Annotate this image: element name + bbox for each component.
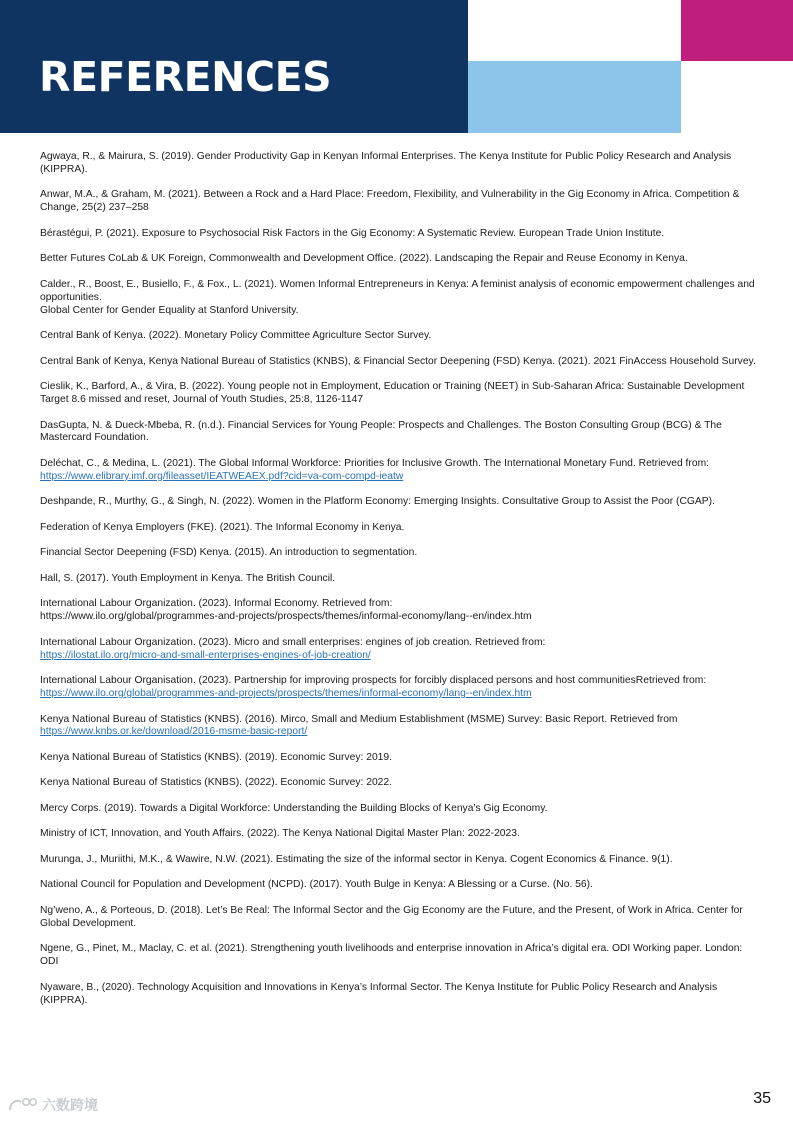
reference-link[interactable]: https://www.elibrary.imf.org/fileasset/IEATWEAEX.pdf?cid=va-com-compd-ieatw [40, 470, 404, 482]
reference-text: Calder., R., Boost, E., Busiello, F., & Fox., L. (2021). Women Informal Entrepreneurs in Kenya: A feminist analysis of economic empowerment challenges and opportunities. [40, 278, 755, 303]
reference-text: International Labour Organization. (2023). Micro and small enterprises: engines of job creation. Retrieved from: [40, 636, 546, 648]
reference-text: Kenya National Bureau of Statistics (KNBS). (2019). Economic Survey: 2019. [40, 751, 392, 763]
reference-text: Deléchat, C., & Medina, L. (2021). The Global Informal Workforce: Priorities for Inclusive Growth. The International Monetary Fund. Retrieved from: [40, 457, 710, 469]
reference-item [40, 189, 756, 215]
reference-item [40, 420, 756, 446]
reference-item [40, 675, 756, 701]
reference-item [40, 547, 756, 560]
reference-item [40, 879, 756, 892]
reference-text: Bérastégui, P. (2021). Exposure to Psychosocial Risk Factors in the Gig Economy: A Systematic Review. European Trade Union Institute. [40, 227, 665, 239]
reference-text: Mercy Corps. (2019). Towards a Digital Workforce: Understanding the Building Blocks of Kenya’s Gig Economy. [40, 802, 548, 814]
reference-text: National Council for Population and Development (NCPD). (2017). Youth Bulge in Kenya: A Blessing or a Curse. (No. 56). [40, 879, 593, 891]
reference-item [40, 598, 756, 624]
reference-item [40, 905, 756, 931]
reference-text: Financial Sector Deepening (FSD) Kenya. (2015). An introduction to segmentation. [40, 547, 418, 559]
reference-text: DasGupta, N. & Dueck-Mbeba, R. (n.d.). Financial Services for Young People: Prospects and Challenges. The Boston Consulting Group (BCG) & The Mastercard Foundation. [40, 419, 722, 444]
reference-text: International Labour Organization. (2023). Informal Economy. Retrieved from: [40, 598, 393, 610]
reference-text: Ng’weno, A., & Porteous, D. (2018). Let’s Be Real: The Informal Sector and the Gig Economy are the Future, and the Present, of Work in Africa. Center for Global Development. [40, 904, 743, 929]
reference-item [40, 330, 756, 343]
reference-item [40, 253, 756, 266]
reference-text: Central Bank of Kenya. (2022). Monetary Policy Committee Agriculture Sector Survey. [40, 330, 432, 342]
header-light-blue-block [468, 61, 681, 133]
reference-text: Deshpande, R., Murthy, G., & Singh, N. (2022). Women in the Platform Economy: Emerging Insights. Consultative Group to Assist the Poor (CGAP). [40, 496, 715, 508]
reference-text: Ministry of ICT, Innovation, and Youth Affairs. (2022). The Kenya National Digital Master Plan: 2022-2023. [40, 828, 520, 840]
reference-link[interactable]: https://www.knbs.or.ke/download/2016-msme-basic-report/ [40, 726, 308, 738]
reference-text: Global Center for Gender Equality at Stanford University. [40, 304, 299, 316]
page-number: 35 [753, 1090, 771, 1107]
reference-item [40, 752, 756, 765]
reference-text: International Labour Organisation. (2023). Partnership for improving prospects for forcibly displaced persons and host communitiesRetrieved from: [40, 675, 707, 687]
reference-item [40, 777, 756, 790]
reference-text: Hall, S. (2017). Youth Employment in Kenya. The British Council. [40, 572, 336, 584]
reference-link[interactable]: https://www.ilo.org/global/programmes-and-projects/prospects/themes/informal-economy/lang--en/index.htm [40, 688, 532, 700]
reference-item [40, 982, 756, 1008]
reference-text: Central Bank of Kenya, Kenya National Bureau of Statistics (KNBS), & Financial Sector Deepening (FSD) Kenya. (2021). 2021 FinAccess Household Survey. [40, 355, 756, 367]
reference-text: Better Futures CoLab & UK Foreign, Commonwealth and Development Office. (2022). Landscaping the Repair and Reuse Economy in Kenya. [40, 253, 688, 265]
watermark-logo-icon [8, 1096, 38, 1114]
reference-text: Murunga, J., Muriithi, M.K., & Wawire, N.W. (2021). Estimating the size of the informal sector in Kenya. Cogent Economics & Finance. 9(1). [40, 853, 673, 865]
reference-text: https://www.ilo.org/global/programmes-and-projects/prospects/themes/informal-economy/lang--en/index.htm [40, 611, 532, 623]
reference-item [40, 356, 756, 369]
reference-text: Ngene, G., Pinet, M., Maclay, C. et al. (2021). Strengthening youth livelihoods and enterprise innovation in Africa’s digital era. ODI Working paper. London: ODI [40, 943, 743, 968]
reference-text: Federation of Kenya Employers (FKE). (2021). The Informal Economy in Kenya. [40, 521, 405, 533]
watermark [8, 1095, 98, 1115]
watermark-text: 六数跨境 [42, 1097, 98, 1113]
reference-item [40, 714, 756, 740]
reference-text: Kenya National Bureau of Statistics (KNBS). (2016). Mirco, Small and Medium Establishment (MSME) Survey: Basic Report. Retrieved from [40, 713, 678, 725]
reference-item [40, 458, 756, 484]
reference-item [40, 381, 756, 407]
reference-text: Kenya National Bureau of Statistics (KNBS). (2022). Economic Survey: 2022. [40, 777, 392, 789]
reference-item [40, 637, 756, 663]
page-title: REFERENCES [39, 53, 332, 101]
reference-item [40, 496, 756, 509]
reference-list [40, 151, 756, 1020]
reference-item [40, 522, 756, 535]
reference-text: Nyaware, B., (2020). Technology Acquisition and Innovations in Kenya’s Informal Sector. The Kenya Institute for Public Policy Research and Analysis (KIPPRA). [40, 981, 718, 1006]
reference-link[interactable]: https://ilostat.ilo.org/micro-and-small-enterprises-engines-of-job-creation/ [40, 649, 371, 661]
reference-item [40, 803, 756, 816]
reference-item [40, 854, 756, 867]
reference-text: Anwar, M.A., & Graham, M. (2021). Between a Rock and a Hard Place: Freedom, Flexibility, and Vulnerability in the Gig Economy in Africa. Competition & Change, 25(2) 237–258 [40, 189, 740, 214]
reference-text: Agwaya, R., & Mairura, S. (2019). Gender Productivity Gap in Kenyan Informal Enterprises. The Kenya Institute for Public Policy Research and Analysis (KIPPRA). [40, 151, 732, 175]
reference-item [40, 573, 756, 586]
reference-item [40, 151, 756, 177]
header-magenta-block [681, 0, 793, 61]
reference-item [40, 828, 756, 841]
reference-item [40, 943, 756, 969]
reference-item [40, 228, 756, 241]
reference-text: Cieslik, K., Barford, A., & Vira, B. (2022). Young people not in Employment, Education or Training (NEET) in Sub-Saharan Africa: Sustainable Development Target 8.6 missed and reset, Journal of Youth Studies, 25:8, 1126-1147 [40, 381, 745, 406]
reference-item [40, 279, 756, 318]
